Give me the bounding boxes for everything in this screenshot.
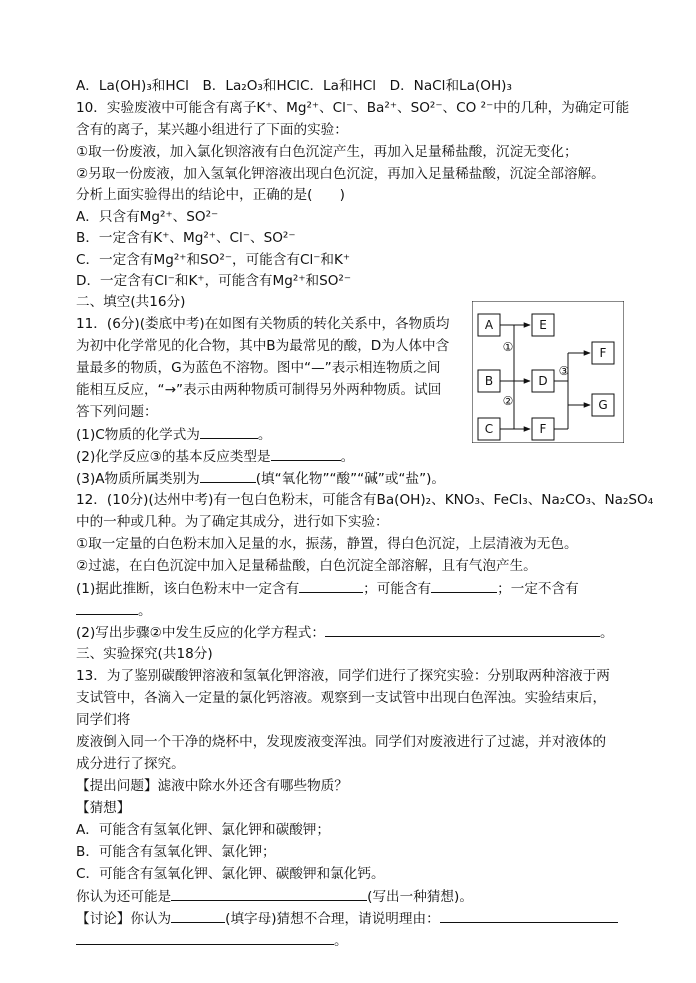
q13-guess-you-end: (写出一种猜想)。 [367, 889, 473, 905]
label-d: D [538, 374, 548, 388]
q10-stem-line-1: 10．实验废液中可能含有离子K⁺、Mg²⁺、Cl⁻、Ba²⁺、SO²⁻、CO ²⁻中的几种，为确定可能 [76, 100, 630, 116]
q13-line-2: 支试管中，各滴入一定量的氯化钙溶液。观察到一支试管中出现白色浑浊。实验结束后， [76, 690, 607, 706]
q11-line-5: 答下列问题： [76, 404, 158, 420]
q11-sub-3-text: (3)A物质所属类别为 [76, 471, 200, 487]
q11-line-4: 能相互反应，“→”表示由两种物质可制得另外两种物质。试回 [76, 382, 442, 398]
q11-sub-3 [76, 470, 445, 487]
q12-line-1: 12．(10分)(达州中考)有一包白色粉末，可能含有Ba(OH)₂、KNO₃、FeCl₃、Na₂CO₃、Na₂SO₄ [76, 492, 654, 508]
answer-blank[interactable] [200, 426, 258, 439]
q13-guess-title: 【猜想】 [76, 800, 131, 816]
q11-sub-1-end: 。 [257, 427, 272, 443]
q12-sub-2-text: (2)写出步骤②中发生反应的化学方程式： [76, 625, 325, 641]
answer-blank[interactable] [171, 888, 367, 901]
q13-discuss-cont [76, 932, 348, 949]
q10-step-2: ②另取一份废液，加入氢氧化钾溶液出现白色沉淀，再加入足量稀盐酸，沉淀全部溶解。 [76, 166, 605, 182]
section-3-heading: 三、实验探究(共18分) [76, 646, 213, 662]
label-c: C [484, 422, 494, 436]
answer-blank[interactable] [440, 910, 618, 923]
q12-sub-2-end: 。 [599, 625, 614, 641]
q10-option-c: C．一定含有Mg²⁺和SO²⁻，可能含有Cl⁻和K⁺ [76, 252, 351, 268]
q11-sub-1-text: (1)C物质的化学式为 [76, 427, 200, 443]
q13-question: 【提出问题】滤液中除水外还含有哪些物质？ [76, 778, 348, 794]
answer-blank[interactable] [431, 580, 497, 593]
q11-sub-2 [76, 448, 354, 465]
q12-sub-1-end: 。 [138, 603, 152, 619]
label-b: B [484, 374, 494, 388]
q12-line-2: 中的一种或几种。为了确定其成分，进行如下实验： [76, 514, 389, 530]
q10-question: 分析上面实验得出的结论中，正确的是( ) [76, 187, 345, 203]
q12-step-2: ②过滤，在白色沉淀中加入足量稀盐酸，白色沉淀全部溶解，且有气泡产生。 [76, 558, 537, 574]
q12-sub-1b: ；可能含有 [363, 581, 432, 597]
answer-blank[interactable] [299, 580, 363, 593]
q12-sub-1-cont [76, 602, 152, 619]
q12-step-1: ①取一定量的白色粉末加入足量的水，振荡，静置，得白色沉淀，上层清液为无色。 [76, 536, 578, 552]
q13-line-4: 废液倒入同一个干净的烧杯中，发现废液变浑浊。同学们对废液进行了过滤，并对液体的 [76, 734, 607, 750]
q13-guess-a: A．可能含有氢氧化钾、氯化钾和碳酸钾； [76, 822, 330, 838]
label-f: F [539, 422, 547, 436]
marker-2: ② [502, 394, 514, 408]
q11-sub-1 [76, 426, 272, 443]
q12-sub-1a: (1)据此推断，该白色粉末中一定含有 [76, 581, 300, 597]
answer-blank[interactable] [325, 624, 600, 637]
q11-sub-3-end: (填“氧化物”“酸”“碱”或“盐”)。 [255, 471, 446, 487]
q9-options: A．La(OH)₃和HCl B．La₂O₃和HClC．La和HCl D．NaCl和La(OH)₃ [76, 78, 512, 94]
q13-guess-you-text: 你认为还可能是 [76, 889, 172, 905]
q10-option-a: A．只含有Mg²⁺、SO²⁻ [76, 209, 219, 225]
answer-blank[interactable] [200, 470, 256, 483]
q10-option-d: D．一定含有Cl⁻和K⁺，可能含有Mg²⁺和SO²⁻ [76, 273, 352, 289]
q13-line-1: 13．为了鉴别碳酸钾溶液和氢氧化钾溶液，同学们进行了探究实验：分别取两种溶液于两 [76, 668, 610, 684]
q13-discuss-end: 。 [334, 933, 348, 949]
section-2-heading: 二、填空(共16分) [76, 294, 186, 310]
q10-option-b: B．一定含有K⁺、Mg²⁺、Cl⁻、SO²⁻ [76, 230, 296, 246]
q13-guess-you [76, 888, 473, 905]
q12-sub-1 [76, 580, 579, 597]
marker-1: ① [502, 340, 514, 354]
q11-line-3: 量最多的物质，G为蓝色不溶物。图中“—”表示相连物质之间 [76, 360, 441, 376]
label-e: E [539, 318, 547, 332]
q10-stem-line-2: 含有的离子，某兴趣小组进行了下面的实验： [76, 122, 348, 138]
q11-sub-2-text: (2)化学反应③的基本反应类型是 [76, 449, 271, 465]
q13-guess-c: C．可能含有氢氧化钾、氯化钾、碳酸钾和氯化钙。 [76, 866, 385, 882]
q10-step-1: ①取一份废液，加入氯化钡溶液有白色沉淀产生，再加入足量稀盐酸，沉淀无变化； [76, 144, 578, 160]
label-a: A [484, 318, 494, 332]
marker-3: ③ [558, 364, 570, 378]
answer-blank[interactable] [171, 910, 225, 923]
q12-sub-2 [76, 624, 614, 641]
q13-line-3: 同学们将 [76, 712, 131, 728]
q13-line-5: 成分进行了探究。 [76, 756, 185, 772]
q11-line-1: 11．(6分)(娄底中考)在如图有关物质的转化关系中，各物质均 [76, 316, 450, 332]
q13-discuss [76, 910, 618, 927]
q13-discuss-2: (填字母)猜想不合理，请说明理由： [225, 911, 440, 927]
q12-sub-1c: ；一定不含有 [497, 581, 579, 597]
answer-blank[interactable] [76, 602, 138, 615]
q11-sub-2-end: 。 [340, 449, 355, 465]
label-f-right: F [599, 346, 607, 360]
transformation-diagram [472, 301, 624, 443]
q11-line-2: 为初中化学常见的化合物，其中B为最常见的酸，D为人体中含 [76, 338, 450, 354]
answer-blank[interactable] [76, 932, 334, 945]
q13-guess-b: B．可能含有氢氧化钾、氯化钾； [76, 844, 276, 860]
answer-blank[interactable] [271, 448, 341, 461]
q13-discuss-1: 【讨论】你认为 [76, 911, 172, 927]
label-g: G [598, 398, 608, 412]
